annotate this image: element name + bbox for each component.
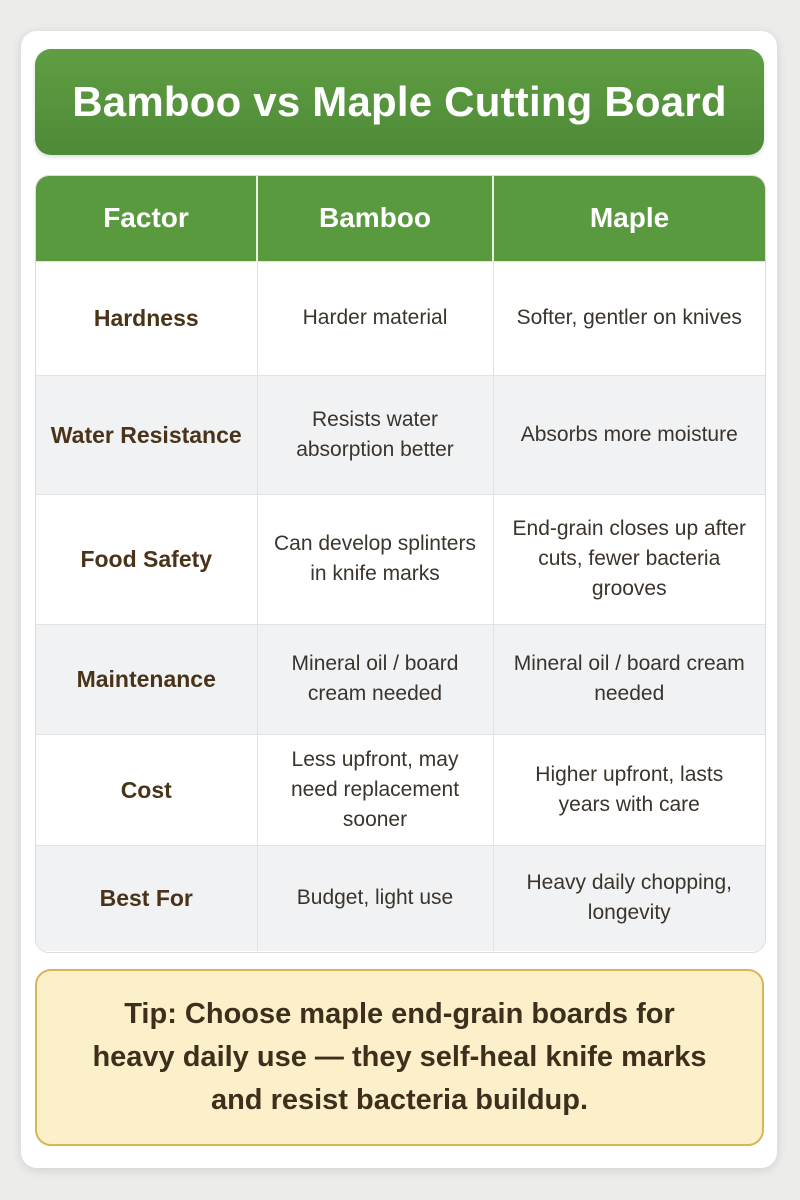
bamboo-cell: Mineral oil / board cream needed (257, 624, 493, 734)
comparison-table-container (35, 175, 766, 953)
factor-cell: Hardness (36, 261, 257, 375)
maple-cell: Softer, gentler on knives (493, 261, 765, 375)
title-banner (35, 49, 764, 155)
factor-cell: Food Safety (36, 494, 257, 624)
maple-cell: Mineral oil / board cream needed (493, 624, 765, 734)
maple-cell: Higher upfront, lasts years with care (493, 734, 765, 845)
table-row (36, 734, 765, 845)
header-factor: Factor (36, 176, 257, 261)
header-bamboo: Bamboo (257, 176, 493, 261)
factor-cell: Cost (36, 734, 257, 845)
tip-text: Tip: Choose maple end-grain boards for heavy daily use — they self-heal knife marks and resist bacteria buildup. (92, 998, 707, 1116)
header-maple: Maple (493, 176, 765, 261)
tip-callout (35, 969, 764, 1146)
table-row (36, 624, 765, 734)
maple-cell: Heavy daily chopping, longevity (493, 845, 765, 951)
bamboo-cell: Harder material (257, 261, 493, 375)
bamboo-cell: Less upfront, may need replacement sooner (257, 734, 493, 845)
table-row (36, 375, 765, 494)
factor-cell: Water Resistance (36, 375, 257, 494)
maple-cell: Absorbs more moisture (493, 375, 765, 494)
table-row (36, 494, 765, 624)
factor-cell: Maintenance (36, 624, 257, 734)
table-row (36, 845, 765, 951)
maple-cell: End-grain closes up after cuts, fewer bacteria grooves (493, 494, 765, 624)
page-title: Bamboo vs Maple Cutting Board (72, 78, 727, 125)
table-header-row (36, 176, 765, 261)
bamboo-cell: Resists water absorption better (257, 375, 493, 494)
bamboo-cell: Can develop splinters in knife marks (257, 494, 493, 624)
factor-cell: Best For (36, 845, 257, 951)
bamboo-cell: Budget, light use (257, 845, 493, 951)
comparison-table (36, 176, 765, 951)
table-row (36, 261, 765, 375)
